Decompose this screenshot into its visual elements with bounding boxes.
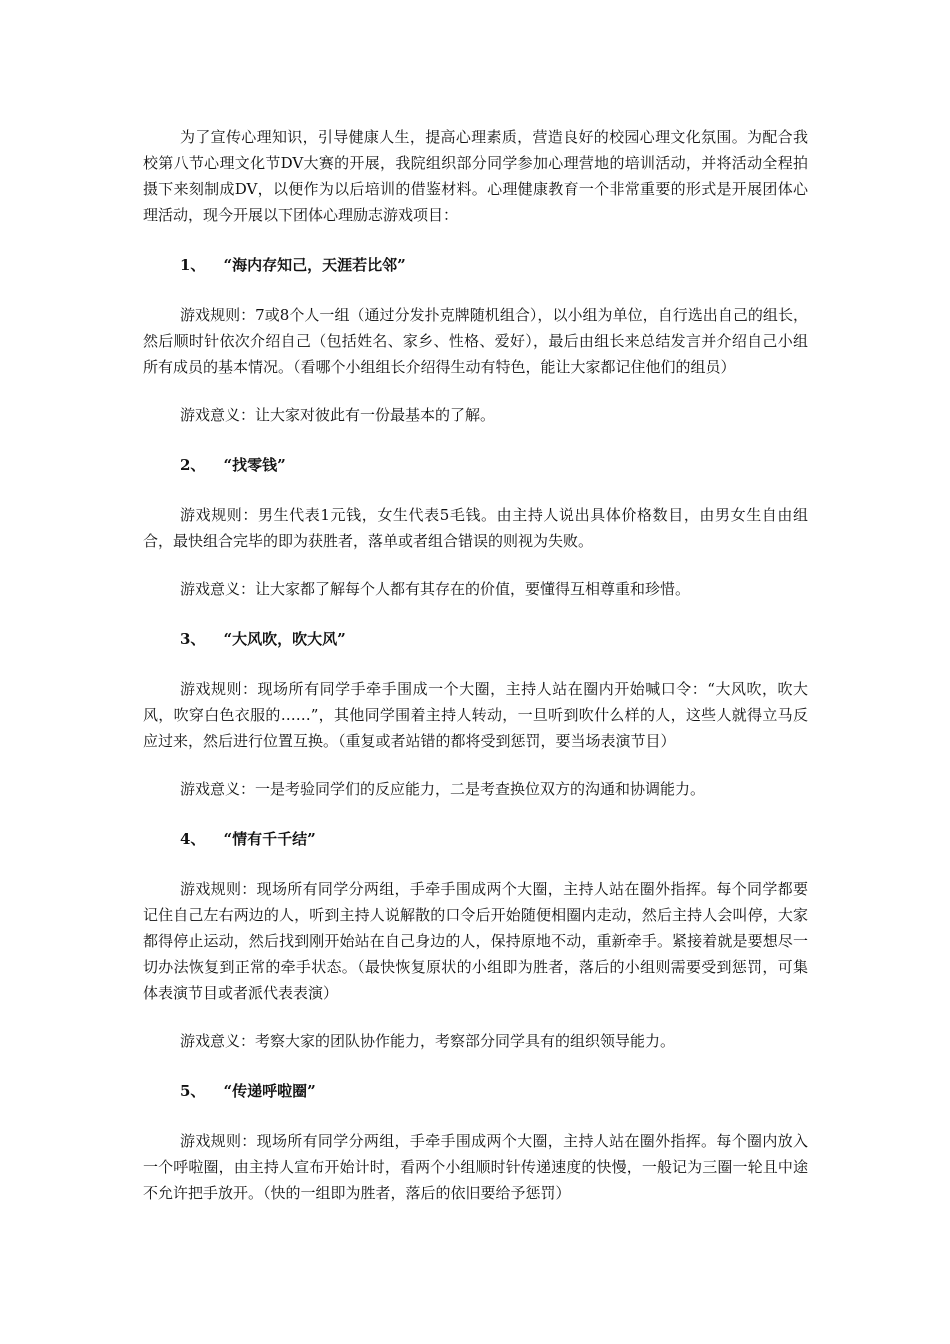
section-4: [143, 826, 808, 1054]
intro-paragraph: 为了宣传心理知识，引导健康人生，提高心理素质，营造良好的校园心理文化氛围。为配合我校第八节心理文化节DV大赛的开展，我院组织部分同学参加心理营地的培训活动，并将活动全程拍摄下来刻制成DV，以便作为以后培训的借鉴材料。心理健康教育一个非常重要的形式是开展团体心理活动，现今开展以下团体心理励志游戏项目：: [143, 128, 808, 224]
section-title: “大风吹，吹大风”: [223, 630, 346, 648]
section-number: 5、: [180, 1082, 206, 1100]
section-title: “情有千千结”: [223, 830, 316, 848]
section-title: “找零钱”: [223, 456, 286, 474]
section-title: “传递呼啦圈”: [223, 1082, 316, 1100]
section-title: “海内存知己，天涯若比邻”: [223, 256, 406, 274]
game-rule: 游戏规则：现场所有同学手牵手围成一个大圈，主持人站在圈内开始喊口令：“大风吹，吹大风，吹穿白色衣服的……”，其他同学围着主持人转动，一旦听到吹什么样的人，这些人就得立马反应过来，然后进行位置互换。（重复或者站错的都将受到惩罚，要当场表演节目）: [143, 680, 808, 750]
section-heading: [143, 1078, 808, 1104]
game-rule: 游戏规则：7或8个人一组（通过分发扑克牌随机组合），以小组为单位，自行选出自己的组长，然后顺时针依次介绍自己（包括姓名、家乡、性格、爱好），最后由组长来总结发言并介绍自己小组所有成员的基本情况。（看哪个小组组长介绍得生动有特色，能让大家都记住他们的组员）: [143, 306, 808, 376]
document-page: [143, 124, 808, 1228]
section-number: 2、: [180, 456, 206, 474]
game-rule: 游戏规则：男生代表1元钱，女生代表5毛钱。由主持人说出具体价格数目，由男女生自由组合，最快组合完毕的即为获胜者，落单或者组合错误的则视为失败。: [143, 506, 808, 550]
game-meaning: 游戏意义：一是考验同学们的反应能力，二是考查换位双方的沟通和协调能力。: [180, 780, 706, 798]
section-2: [143, 452, 808, 602]
section-heading: [143, 252, 808, 278]
section-number: 1、: [180, 256, 206, 274]
game-meaning: 游戏意义：让大家对彼此有一份最基本的了解。: [180, 406, 496, 424]
game-rule: 游戏规则：现场所有同学分两组，手牵手围成两个大圈，主持人站在圈外指挥。每个同学都要记住自己左右两边的人，听到主持人说解散的口令后开始随便相圈内走动，然后主持人会叫停，大家都得停止运动，然后找到刚开始站在自己身边的人，保持原地不动，重新牵手。紧接着就是要想尽一切办法恢复到正常的牵手状态。（最快恢复原状的小组即为胜者，落后的小组则需要受到惩罚，可集体表演节目或者派代表表演）: [143, 880, 808, 1002]
game-meaning: 游戏意义：让大家都了解每个人都有其存在的价值，要懂得互相尊重和珍惜。: [180, 580, 691, 598]
game-rule: 游戏规则：现场所有同学分两组，手牵手围成两个大圈，主持人站在圈外指挥。每个圈内放入一个呼啦圈，由主持人宣布开始计时，看两个小组顺时针传递速度的快慢，一般记为三圈一轮且中途不允许把手放开。（快的一组即为胜者，落后的依旧要给予惩罚）: [143, 1132, 808, 1202]
section-heading: [143, 826, 808, 852]
section-3: [143, 626, 808, 802]
section-number: 3、: [180, 630, 206, 648]
section-number: 4、: [180, 830, 206, 848]
section-heading: [143, 452, 808, 478]
game-meaning: 游戏意义：考察大家的团队协作能力，考察部分同学具有的组织领导能力。: [180, 1032, 676, 1050]
section-1: [143, 252, 808, 428]
section-5: [143, 1078, 808, 1206]
section-heading: [143, 626, 808, 652]
